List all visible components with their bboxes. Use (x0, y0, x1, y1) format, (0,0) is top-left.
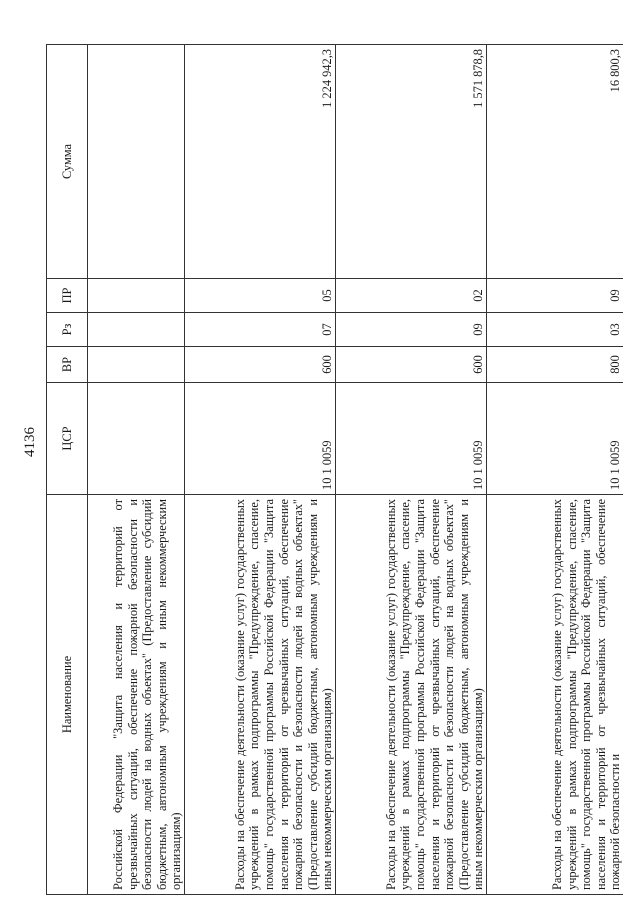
table-row (185, 45, 336, 895)
header-pr: ПР (47, 279, 88, 313)
table-row (336, 45, 487, 895)
row-csr: 10 1 0059 (487, 383, 624, 495)
row-vr (88, 347, 185, 383)
row-csr (88, 383, 185, 495)
header-csr: ЦСР (47, 383, 88, 495)
table-row (487, 45, 624, 895)
header-rz: Рз (47, 313, 88, 347)
row-csr: 10 1 0059 (185, 383, 336, 495)
row-rz (88, 313, 185, 347)
row-sum (88, 45, 185, 279)
row-rz: 09 (336, 313, 487, 347)
row-name: Российской Федерации "Защита населения и территорий от чрезвычайных ситуаций, обеспечение пожарной безопасности и безопасности людей на водных объектах" (Предоставление субсидий бюджетным, автономным учреждениям и иным некоммерческим организациям) (88, 495, 185, 895)
row-name: Расходы на обеспечение деятельности (оказание услуг) государственных учреждений в рамках подпрограммы "Предупреждение, спасение, помощь" государственной программы Российской Федерации "Защита населения и территорий от чрезвычайных ситуаций, обеспечение пожарной безопасности и безопасности людей на водных объектах" (Предоставление субсидий бюджетным, автономным учреждениям и иным некоммерческим организациям) (185, 495, 336, 895)
row-sum: 1 571 878,8 (336, 45, 487, 279)
page-number: 4136 (22, 427, 38, 457)
row-rz: 03 (487, 313, 624, 347)
row-vr: 800 (487, 347, 624, 383)
table-row (88, 45, 185, 895)
row-pr: 05 (185, 279, 336, 313)
row-pr: 09 (487, 279, 624, 313)
row-name: Расходы на обеспечение деятельности (оказание услуг) государственных учреждений в рамках подпрограммы "Предупреждение, спасение, помощь" государственной программы Российской Федерации "Защита населения и территорий от чрезвычайных ситуаций, обеспечение пожарной безопасности и (487, 495, 624, 895)
rotated-page-content (46, 45, 628, 895)
row-sum: 1 224 942,3 (185, 45, 336, 279)
header-sum: Сумма (47, 45, 88, 279)
row-csr: 10 1 0059 (336, 383, 487, 495)
header-vr: ВР (47, 347, 88, 383)
row-vr: 600 (336, 347, 487, 383)
row-pr (88, 279, 185, 313)
header-name: Наименование (47, 495, 88, 895)
row-name: Расходы на обеспечение деятельности (оказание услуг) государственных учреждений в рамках подпрограммы "Предупреждение, спасение, помощь" государственной программы Российской Федерации "Защита населения и территорий от чрезвычайных ситуаций, обеспечение пожарной безопасности и безопасности людей на водных объектах" (Предоставление субсидий бюджетным, автономным учреждениям и иным некоммерческим организациям) (336, 495, 487, 895)
row-pr: 02 (336, 279, 487, 313)
row-sum: 16 800,3 (487, 45, 624, 279)
row-vr: 600 (185, 347, 336, 383)
row-rz: 07 (185, 313, 336, 347)
table-header-row (47, 45, 88, 895)
budget-table (46, 44, 623, 895)
